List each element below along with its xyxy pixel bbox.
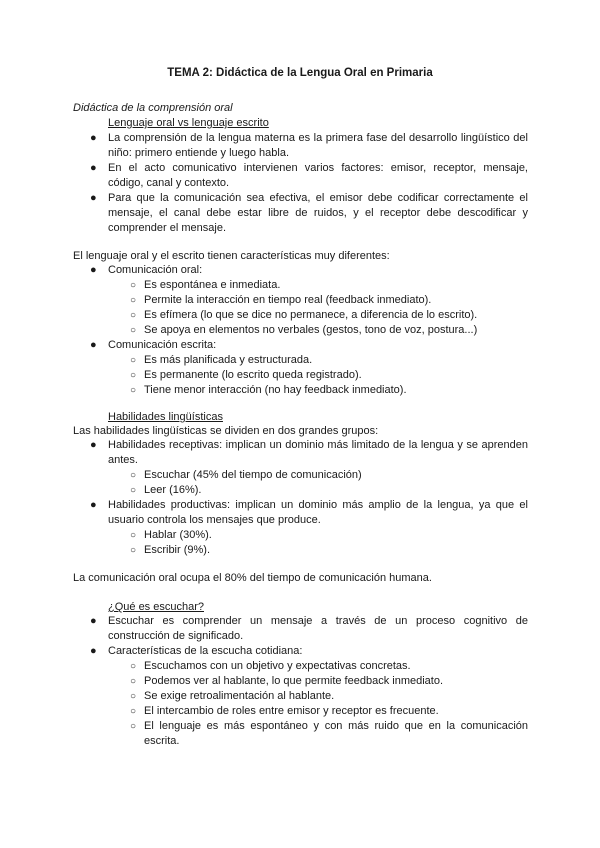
bullet-list-2 bbox=[73, 263, 528, 398]
list-item: ● Para que la comunicación sea efectiva, el emisor debe codificar correctamente el mensaje, el canal debe estar libre de ruidos, y el receptor debe descodificar y comprender el mensaje. bbox=[90, 192, 528, 234]
page-title: TEMA 2: Didáctica de la Lengua Oral en Primaria bbox=[167, 67, 433, 79]
sub-list-item: ○ Tiene menor interacción (no hay feedback inmediato). bbox=[130, 384, 407, 396]
list-item: ● Escuchar es comprender un mensaje a través de un proceso cognitivo de construcción de significado. bbox=[90, 615, 528, 642]
sub-list-item: ○ Se exige retroalimentación al hablante. bbox=[130, 690, 335, 702]
sub-list-item: ○ Es permanente (lo escrito queda registrado). bbox=[130, 369, 362, 381]
sub-list-item: ○ Permite la interacción en tiempo real (feedback inmediato). bbox=[130, 294, 432, 306]
paragraph-habilidades-intro: Las habilidades lingüísticas se dividen en dos grandes grupos: bbox=[73, 425, 379, 437]
paragraph-comunicacion-oral: La comunicación oral ocupa el 80% del tiempo de comunicación humana. bbox=[73, 572, 432, 584]
bullet-list-1 bbox=[73, 131, 528, 236]
sub-list-item: ○ Es más planificada y estructurada. bbox=[130, 354, 313, 366]
list-item: ● Habilidades productivas: implican un dominio más amplio de la lengua, ya que el usuario controla los mensajes que produce. bbox=[90, 499, 528, 526]
list-item: ● Comunicación oral: bbox=[90, 264, 203, 276]
list-item: ● La comprensión de la lengua materna es la primera fase del desarrollo lingüístico del niño: primero entiende y luego habla. bbox=[90, 132, 528, 159]
sub-list-item: ○ El intercambio de roles entre emisor y receptor es frecuente. bbox=[130, 705, 439, 717]
bullet-list-5 bbox=[73, 614, 528, 749]
subheading-habilidades: Habilidades lingüísticas bbox=[108, 411, 223, 423]
sub-list-item: ○ Se apoya en elementos no verbales (gestos, tono de voz, postura...) bbox=[130, 324, 478, 336]
list-item: ● Habilidades receptivas: implican un dominio más limitado de la lengua y se aprenden antes. bbox=[90, 439, 528, 466]
paragraph-intro-oral-escrito: El lenguaje oral y el escrito tienen características muy diferentes: bbox=[73, 250, 390, 262]
sub-list-item: ○ Hablar (30%). bbox=[130, 529, 212, 541]
bullet-list-3 bbox=[73, 438, 528, 558]
sub-list-item: ○ Es espontánea e inmediata. bbox=[130, 279, 281, 291]
sub-list-item: ○ Escribir (9%). bbox=[130, 544, 211, 556]
subheading-que-es-escuchar: ¿Qué es escuchar? bbox=[108, 601, 204, 613]
list-item: ● En el acto comunicativo intervienen varios factores: emisor, receptor, mensaje, código, canal y contexto. bbox=[90, 162, 528, 189]
sub-list-item: ○ Es efímera (lo que se dice no permanece, a diferencia de lo escrito). bbox=[130, 309, 478, 321]
sub-list-item: ○ Leer (16%). bbox=[130, 484, 202, 496]
subheading-lenguaje: Lenguaje oral vs lenguaje escrito bbox=[108, 117, 269, 129]
sub-list-item: ○ Escuchar (45% del tiempo de comunicación) bbox=[130, 469, 362, 481]
sub-list-item: ○ El lenguaje es más espontáneo y con más ruido que en la comunicación escrita. bbox=[130, 720, 528, 747]
list-item: ● Características de la escucha cotidiana: bbox=[90, 645, 303, 657]
sub-list-item: ○ Escuchamos con un objetivo y expectativas concretas. bbox=[130, 660, 411, 672]
list-item: ● Comunicación escrita: bbox=[90, 339, 217, 351]
sub-list-item: ○ Podemos ver al hablante, lo que permite feedback inmediato. bbox=[130, 675, 444, 687]
section-heading: Didáctica de la comprensión oral bbox=[73, 102, 233, 114]
